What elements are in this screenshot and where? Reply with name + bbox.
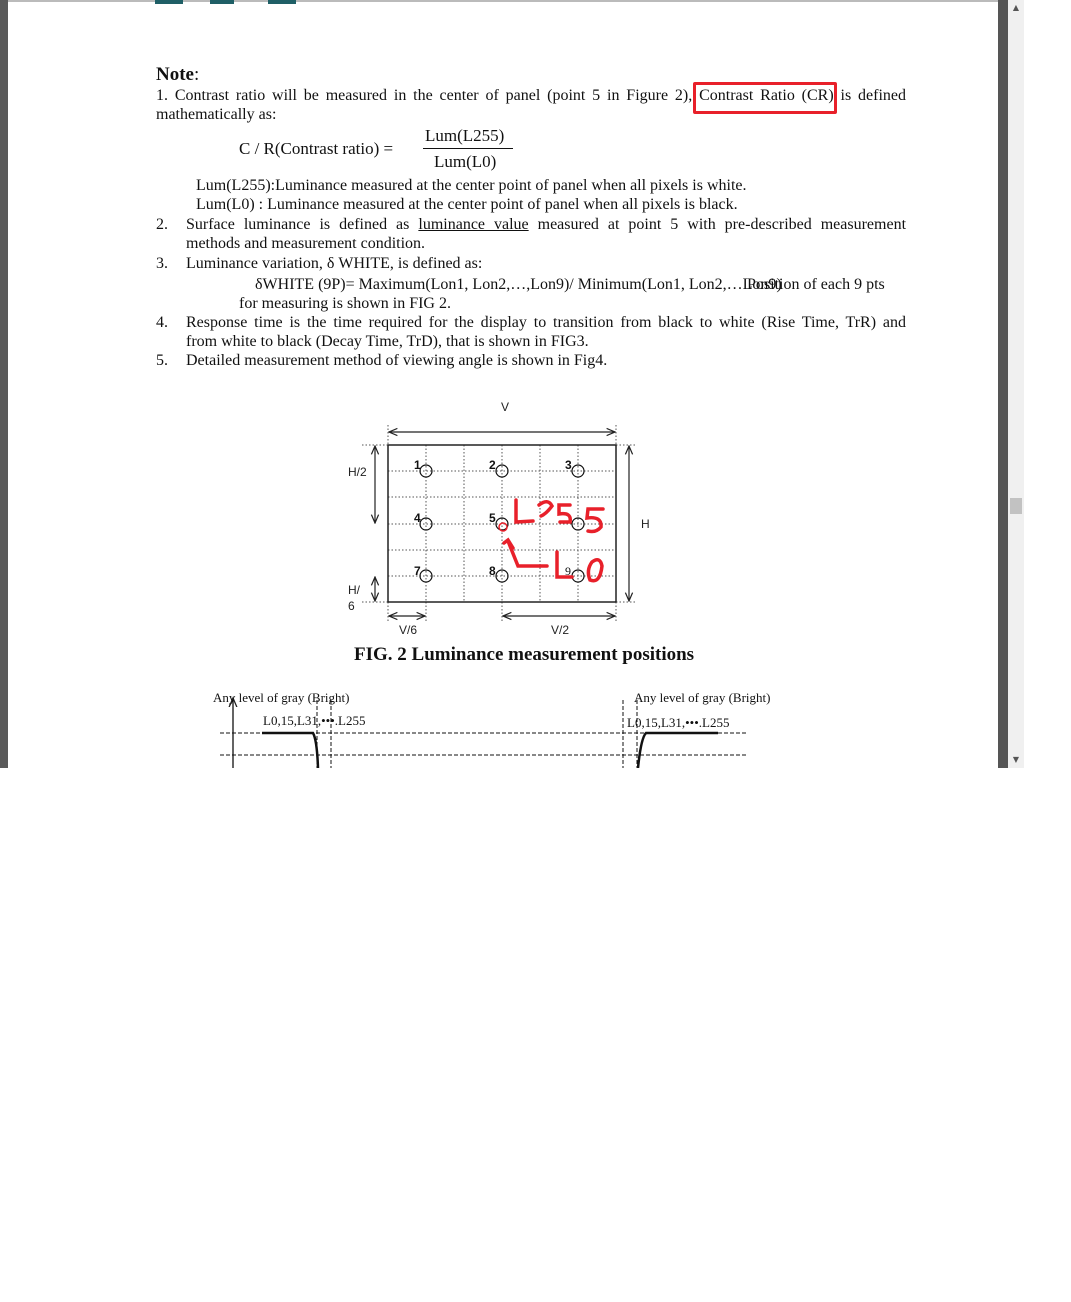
viewer-left-border <box>0 0 8 768</box>
scroll-up-arrow-icon[interactable]: ▲ <box>1012 3 1020 12</box>
note-item-2-cont: methods and measurement condition. <box>186 235 426 252</box>
point-label: 1 <box>414 458 421 472</box>
note-item-1-cont: mathematically as: <box>156 106 277 123</box>
note-item-1: 1. Contrast ratio will be measured in the center of panel (point 5 in Figure 2), Contrast Ratio (CR) is defined <box>156 87 906 104</box>
right-gray-label: Any level of gray (Bright) <box>634 690 771 705</box>
formula-denominator: Lum(L0) <box>434 152 497 171</box>
note-item-3-cont: for measuring is shown in FIG 2. <box>239 295 451 312</box>
point-label: 3 <box>565 458 572 472</box>
figure-3-diagram <box>213 690 770 768</box>
h6-label: 6 <box>348 599 355 613</box>
v-label: V <box>501 400 510 414</box>
note-heading: Note: <box>156 64 200 85</box>
note-item-3-position: Position of each 9 pts <box>747 276 885 293</box>
viewer-right-border <box>998 0 1008 768</box>
right-levels-label: L0,15,L31,•••.L255 <box>627 715 730 730</box>
point-label: 2 <box>489 458 496 472</box>
h6-label: H/ <box>348 583 360 597</box>
vertical-scrollbar[interactable] <box>1008 0 1024 768</box>
h-label: H <box>641 517 650 531</box>
point-label: 7 <box>414 564 421 578</box>
note-item-3: Luminance variation, δ WHITE, is defined as: <box>186 255 483 272</box>
definition-l0: Lum(L0) : Luminance measured at the center point of panel when all pixels is black. <box>196 196 738 213</box>
scrollbar-thumb[interactable] <box>1010 498 1022 514</box>
note-item-2: Surface luminance is defined as luminance value measured at point 5 with pre-described measurement <box>186 216 907 233</box>
item-number: 2. <box>156 216 168 233</box>
h2-label: H/2 <box>348 465 367 479</box>
formula-lhs: C / R(Contrast ratio) = <box>239 139 394 158</box>
delta-white-formula: δWHITE (9P)= Maximum(Lon1, Lon2,…,Lon9)/ Minimum(Lon1, Lon2,…Lon9) <box>255 276 782 293</box>
v6-label: V/6 <box>399 623 418 637</box>
item-number: 5. <box>156 352 168 369</box>
left-gray-label: Any level of gray (Bright) <box>213 690 350 705</box>
handwritten-annotation <box>499 500 603 581</box>
point-label: 5 <box>489 511 496 525</box>
formula-numerator: Lum(L255) <box>425 126 505 145</box>
scroll-down-arrow-icon[interactable]: ▼ <box>1012 755 1020 764</box>
v2-label: V/2 <box>551 623 570 637</box>
point-label: 9 <box>565 564 571 578</box>
note-item-4: Response time is the time required for the display to transition from black to white (Rise Time, TrR) and <box>186 314 906 331</box>
point-label: 8 <box>489 564 496 578</box>
note-item-5: Detailed measurement method of viewing angle is shown in Fig4. <box>186 352 608 369</box>
point-label: 4 <box>414 511 421 525</box>
item-number: 3. <box>156 255 168 272</box>
figure-2-caption: FIG. 2 Luminance measurement positions <box>354 644 695 665</box>
item-number: 4. <box>156 314 168 331</box>
definition-l255: Lum(L255):Luminance measured at the center point of panel when all pixels is white. <box>196 177 747 194</box>
left-levels-label: L0,15,L31,•••.L255 <box>263 713 366 728</box>
note-item-4-cont: from white to black (Decay Time, TrD), that is shown in FIG3. <box>186 333 589 350</box>
